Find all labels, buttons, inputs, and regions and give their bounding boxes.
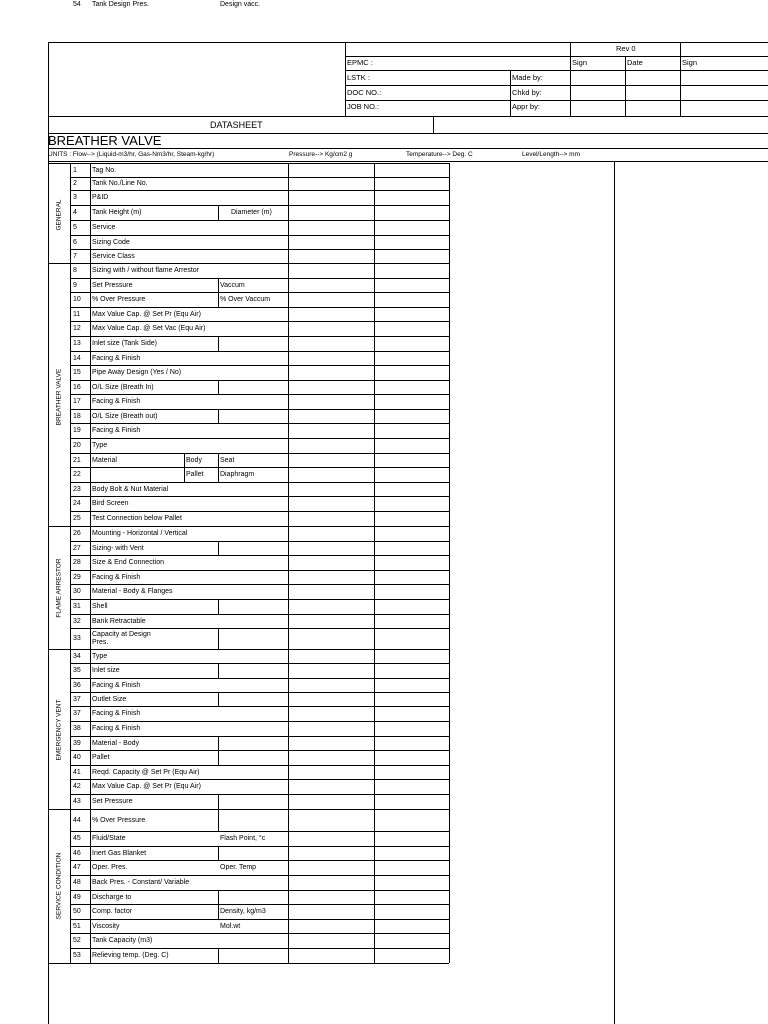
row-label: Facing & Finish bbox=[92, 355, 141, 362]
row-number: 22 bbox=[73, 471, 81, 478]
grid-line bbox=[70, 614, 449, 615]
row-number: 34 bbox=[73, 653, 81, 660]
row-number: 10 bbox=[73, 296, 81, 303]
units-level: Level/Length--> mm bbox=[522, 151, 580, 158]
grid-line bbox=[70, 351, 449, 352]
grid-line bbox=[218, 663, 219, 678]
row-label: % Over Pressure bbox=[92, 296, 146, 303]
row-label: Body Bolt & Nut Material bbox=[92, 486, 169, 493]
row-number: 21 bbox=[73, 457, 81, 464]
made-by-label: Made by: bbox=[512, 73, 543, 82]
grid-line bbox=[570, 42, 571, 116]
row-extra-label: Mol.wt bbox=[220, 923, 241, 930]
row-label: Mounting - Horizontal / Vertical bbox=[92, 530, 188, 537]
row-number: 7 bbox=[73, 253, 77, 260]
grid-line bbox=[218, 599, 219, 614]
grid-line bbox=[48, 148, 768, 149]
grid-line bbox=[70, 948, 449, 949]
grid-line bbox=[70, 933, 449, 934]
row-number: 3 bbox=[73, 194, 77, 201]
grid-line bbox=[70, 190, 449, 191]
grid-line bbox=[70, 663, 449, 664]
job-no-label: JOB NO.: bbox=[347, 102, 380, 111]
grid-line bbox=[70, 336, 449, 337]
grid-line bbox=[70, 692, 449, 693]
epmc-label: EPMC : bbox=[347, 58, 373, 67]
row-number: 1 bbox=[73, 167, 77, 174]
row-number: 52 bbox=[73, 937, 81, 944]
row-label: Material bbox=[92, 457, 117, 464]
grid-line bbox=[218, 750, 219, 765]
grid-line bbox=[70, 875, 449, 876]
row-label: Tank Height (m) bbox=[92, 209, 142, 216]
row-number: 9 bbox=[73, 282, 77, 289]
row-label: Test Connection below Pallet bbox=[92, 515, 182, 522]
row-number: 25 bbox=[73, 515, 81, 522]
row-label: Facing & Finish bbox=[92, 725, 141, 732]
units-pressure: Pressure--> Kg/cm2 g bbox=[289, 151, 353, 158]
row-number: 44 bbox=[73, 817, 81, 824]
row-number: 46 bbox=[73, 850, 81, 857]
row-number: 16 bbox=[73, 384, 81, 391]
datasheet-heading: DATASHEET bbox=[210, 120, 263, 130]
row-label: Sizing- with Vent bbox=[92, 545, 144, 552]
grid-line bbox=[48, 42, 768, 43]
grid-line bbox=[70, 721, 449, 722]
grid-line bbox=[48, 963, 449, 964]
lstk-label: LSTK : bbox=[347, 73, 370, 82]
grid-line bbox=[70, 706, 449, 707]
grid-line bbox=[70, 584, 449, 585]
row-label: Pipe Away Design (Yes / No) bbox=[92, 369, 182, 376]
row-extra-label: Oper. Temp bbox=[220, 864, 257, 871]
row-number: 18 bbox=[73, 413, 81, 420]
grid-line bbox=[345, 100, 768, 101]
page-title: BREATHER VALVE bbox=[48, 133, 162, 148]
grid-line bbox=[345, 42, 346, 116]
grid-line bbox=[70, 860, 449, 861]
grid-line bbox=[218, 541, 219, 555]
grid-line bbox=[48, 649, 449, 650]
grid-line bbox=[70, 599, 449, 600]
row-number: 31 bbox=[73, 603, 81, 610]
row-number: 2 bbox=[73, 180, 77, 187]
grid-line bbox=[218, 453, 219, 467]
row-number: 17 bbox=[73, 398, 81, 405]
row-label: Tank Capacity (m3) bbox=[92, 937, 153, 944]
row-label: Back Pres. - Constant/ Variable bbox=[92, 879, 190, 886]
row-number: 39 bbox=[73, 740, 81, 747]
grid-line bbox=[70, 482, 449, 483]
grid-line bbox=[48, 161, 768, 162]
row-label: Inert Gas Blanket bbox=[92, 850, 147, 857]
row-extra-label: % Over Vaccum bbox=[220, 296, 271, 303]
grid-line bbox=[218, 380, 219, 394]
row-number: 37 bbox=[73, 710, 81, 717]
row-number: 51 bbox=[73, 923, 81, 930]
row-label: Fluid/State bbox=[92, 835, 126, 842]
grid-line bbox=[218, 736, 219, 750]
row-label: Inlet size (Tank Side) bbox=[92, 340, 157, 347]
grid-line bbox=[218, 467, 219, 482]
grid-line bbox=[70, 453, 449, 454]
grid-line bbox=[70, 177, 449, 178]
appr-by-label: Appr by: bbox=[512, 102, 540, 111]
row-label: Sizing Code bbox=[92, 239, 130, 246]
grid-line bbox=[70, 205, 449, 206]
row-number: 29 bbox=[73, 574, 81, 581]
grid-line bbox=[70, 736, 449, 737]
row-number: 43 bbox=[73, 798, 81, 805]
row-mid-label: Pallet bbox=[186, 471, 204, 478]
row-number: 14 bbox=[73, 355, 81, 362]
row-number: 4 bbox=[73, 209, 77, 216]
row-label-continued: Pres. bbox=[92, 639, 109, 646]
grid-line bbox=[449, 163, 450, 963]
row-label: O/L Size (Breath In) bbox=[92, 384, 154, 391]
grid-line bbox=[70, 511, 449, 512]
grid-line bbox=[680, 42, 681, 116]
grid-line bbox=[70, 365, 449, 366]
row-number: 15 bbox=[73, 369, 81, 376]
row-label: Inlet size bbox=[92, 667, 120, 674]
row-label: Service Class bbox=[92, 253, 135, 260]
rev-label: Rev 0 bbox=[616, 44, 636, 53]
units-flow: UNITS : Flow--> (Liquid-m3/hr, Gas-Nm3/hr, Steam-kg/hr) bbox=[48, 151, 215, 158]
grid-line bbox=[218, 628, 219, 649]
grid-line bbox=[70, 831, 449, 832]
row-label: Tank No./Line No. bbox=[92, 180, 148, 187]
grid-line bbox=[218, 692, 219, 706]
row-number: 19 bbox=[73, 427, 81, 434]
row-extra-label: Diameter (m) bbox=[231, 209, 272, 216]
row-label: Type bbox=[92, 653, 108, 660]
row-extra-label: Diaphragm bbox=[220, 471, 255, 478]
row-number: 30 bbox=[73, 588, 81, 595]
row-label: Size & End Connection bbox=[92, 559, 164, 566]
grid-line bbox=[218, 890, 219, 904]
row-mid-label: Body bbox=[186, 457, 202, 464]
row-number: 11 bbox=[73, 311, 81, 318]
row-label: Oper. Pres. bbox=[92, 864, 128, 871]
grid-line bbox=[70, 438, 449, 439]
grid-line bbox=[70, 249, 449, 250]
row-label: Relieving temp. (Deg. C) bbox=[92, 952, 169, 959]
grid-line bbox=[48, 526, 449, 527]
grid-line bbox=[70, 750, 449, 751]
row-number: 5 bbox=[73, 224, 77, 231]
grid-line bbox=[218, 409, 219, 423]
row-label: Set Pressure bbox=[92, 798, 133, 805]
grid-line bbox=[70, 794, 449, 795]
grid-line bbox=[433, 116, 434, 133]
row-label: Facing & Finish bbox=[92, 427, 141, 434]
grid-line bbox=[70, 890, 449, 891]
row-extra-label: Density, kg/m3 bbox=[220, 908, 266, 915]
grid-line bbox=[70, 570, 449, 571]
grid-line bbox=[70, 541, 449, 542]
sign-header-2: Sign bbox=[682, 58, 698, 67]
grid-line bbox=[184, 453, 185, 482]
row-number: 26 bbox=[73, 530, 81, 537]
row-number: 48 bbox=[73, 879, 81, 886]
row-label: Comp. factor bbox=[92, 908, 133, 915]
row-label: Bank Retractable bbox=[92, 618, 146, 625]
grid-line bbox=[70, 409, 449, 410]
row-number: 6 bbox=[73, 239, 77, 246]
grid-line bbox=[48, 116, 768, 117]
row-extra-label: Vaccum bbox=[220, 282, 245, 289]
grid-line bbox=[70, 380, 449, 381]
grid-line bbox=[345, 56, 768, 57]
grid-line bbox=[70, 628, 449, 629]
grid-line bbox=[70, 163, 71, 963]
row-number: 28 bbox=[73, 559, 81, 566]
row-number: 53 bbox=[73, 952, 81, 959]
row-label: Tank Design Pres. bbox=[92, 1, 149, 8]
grid-line bbox=[374, 163, 375, 963]
grid-line bbox=[345, 70, 768, 71]
date-header: Date bbox=[627, 58, 643, 67]
grid-line bbox=[70, 496, 449, 497]
row-extra-label: Seat bbox=[220, 457, 235, 464]
grid-line bbox=[48, 42, 49, 1024]
grid-line bbox=[48, 263, 449, 264]
row-number: 50 bbox=[73, 908, 81, 915]
row-number: 23 bbox=[73, 486, 81, 493]
grid-line bbox=[48, 163, 449, 164]
row-label: Bird Screen bbox=[92, 500, 129, 507]
row-number: 33 bbox=[73, 635, 81, 642]
grid-line bbox=[218, 904, 219, 919]
grid-line bbox=[218, 809, 219, 831]
row-number: 40 bbox=[73, 754, 81, 761]
grid-line bbox=[70, 765, 449, 766]
row-label: Facing & Finish bbox=[92, 398, 141, 405]
grid-line bbox=[70, 779, 449, 780]
grid-line bbox=[48, 809, 449, 810]
row-number: 45 bbox=[73, 835, 81, 842]
row-number: 42 bbox=[73, 783, 81, 790]
grid-line bbox=[70, 467, 449, 468]
row-number: 38 bbox=[73, 725, 81, 732]
grid-line bbox=[218, 948, 219, 963]
row-number: 27 bbox=[73, 545, 81, 552]
row-extra-label: Flash Point, °c bbox=[220, 835, 266, 842]
row-label: Tag No. bbox=[92, 167, 117, 174]
row-label: Max Value Cap. @ Set Pr (Equ Air) bbox=[92, 783, 201, 790]
row-number: 37 bbox=[73, 696, 81, 703]
grid-line bbox=[70, 307, 449, 308]
grid-line bbox=[70, 321, 449, 322]
row-number: 12 bbox=[73, 325, 81, 332]
grid-line bbox=[218, 278, 219, 292]
grid-line bbox=[218, 846, 219, 860]
grid-line bbox=[614, 161, 615, 1024]
row-label: Material - Body bbox=[92, 740, 140, 747]
grid-line bbox=[218, 336, 219, 351]
grid-line bbox=[218, 205, 219, 220]
row-label: Max Value Cap. @ Set Vac (Equ Air) bbox=[92, 325, 206, 332]
row-extra-label: Design vacc. bbox=[220, 1, 261, 8]
row-label: % Over Pressure bbox=[92, 817, 146, 824]
row-number: 20 bbox=[73, 442, 81, 449]
row-number: 8 bbox=[73, 267, 77, 274]
row-label: Material - Body & Flanges bbox=[92, 588, 173, 595]
row-label: Set Pressure bbox=[92, 282, 133, 289]
row-label: Pallet bbox=[92, 754, 110, 761]
grid-line bbox=[70, 292, 449, 293]
grid-line bbox=[70, 278, 449, 279]
units-temperature: Temperature--> Deg. C bbox=[406, 151, 473, 158]
row-number: 41 bbox=[73, 769, 81, 776]
row-number: 32 bbox=[73, 618, 81, 625]
grid-line bbox=[510, 70, 511, 116]
chkd-by-label: Chkd by: bbox=[512, 88, 542, 97]
row-number: 24 bbox=[73, 500, 81, 507]
row-number: 49 bbox=[73, 894, 81, 901]
grid-line bbox=[70, 555, 449, 556]
row-label: Sizing with / without flame Arrestor bbox=[92, 267, 199, 274]
row-label: Reqd. Capacity @ Set Pr (Equ Air) bbox=[92, 769, 200, 776]
row-number: 54 bbox=[73, 1, 81, 8]
grid-line bbox=[625, 56, 626, 116]
row-label: Outlet Size bbox=[92, 696, 127, 703]
grid-line bbox=[90, 163, 91, 963]
grid-line bbox=[70, 394, 449, 395]
row-label: Facing & Finish bbox=[92, 710, 141, 717]
sign-header-1: Sign bbox=[572, 58, 588, 67]
grid-line bbox=[70, 220, 449, 221]
grid-line bbox=[70, 919, 449, 920]
row-label: Shell bbox=[92, 603, 108, 610]
row-number: 35 bbox=[73, 667, 81, 674]
row-label: P&ID bbox=[92, 194, 109, 201]
row-label: Capacity at Design bbox=[92, 631, 151, 638]
grid-line bbox=[70, 678, 449, 679]
row-label: Facing & Finish bbox=[92, 574, 141, 581]
grid-line bbox=[70, 846, 449, 847]
row-label: Viscosity bbox=[92, 923, 120, 930]
grid-line bbox=[70, 235, 449, 236]
grid-line bbox=[288, 163, 289, 963]
row-label: Discharge to bbox=[92, 894, 132, 901]
grid-line bbox=[218, 794, 219, 809]
grid-line bbox=[70, 904, 449, 905]
row-number: 13 bbox=[73, 340, 81, 347]
doc-no-label: DOC NO.: bbox=[347, 88, 382, 97]
row-label: Max Value Cap. @ Set Pr (Equ Air) bbox=[92, 311, 201, 318]
grid-line bbox=[218, 292, 219, 307]
row-label: Facing & Finish bbox=[92, 682, 141, 689]
grid-line bbox=[345, 85, 768, 86]
row-number: 47 bbox=[73, 864, 81, 871]
row-label: Type bbox=[92, 442, 108, 449]
row-number: 36 bbox=[73, 682, 81, 689]
grid-line bbox=[70, 423, 449, 424]
row-label: Service bbox=[92, 224, 116, 231]
row-label: O/L Size (Breath out) bbox=[92, 413, 158, 420]
